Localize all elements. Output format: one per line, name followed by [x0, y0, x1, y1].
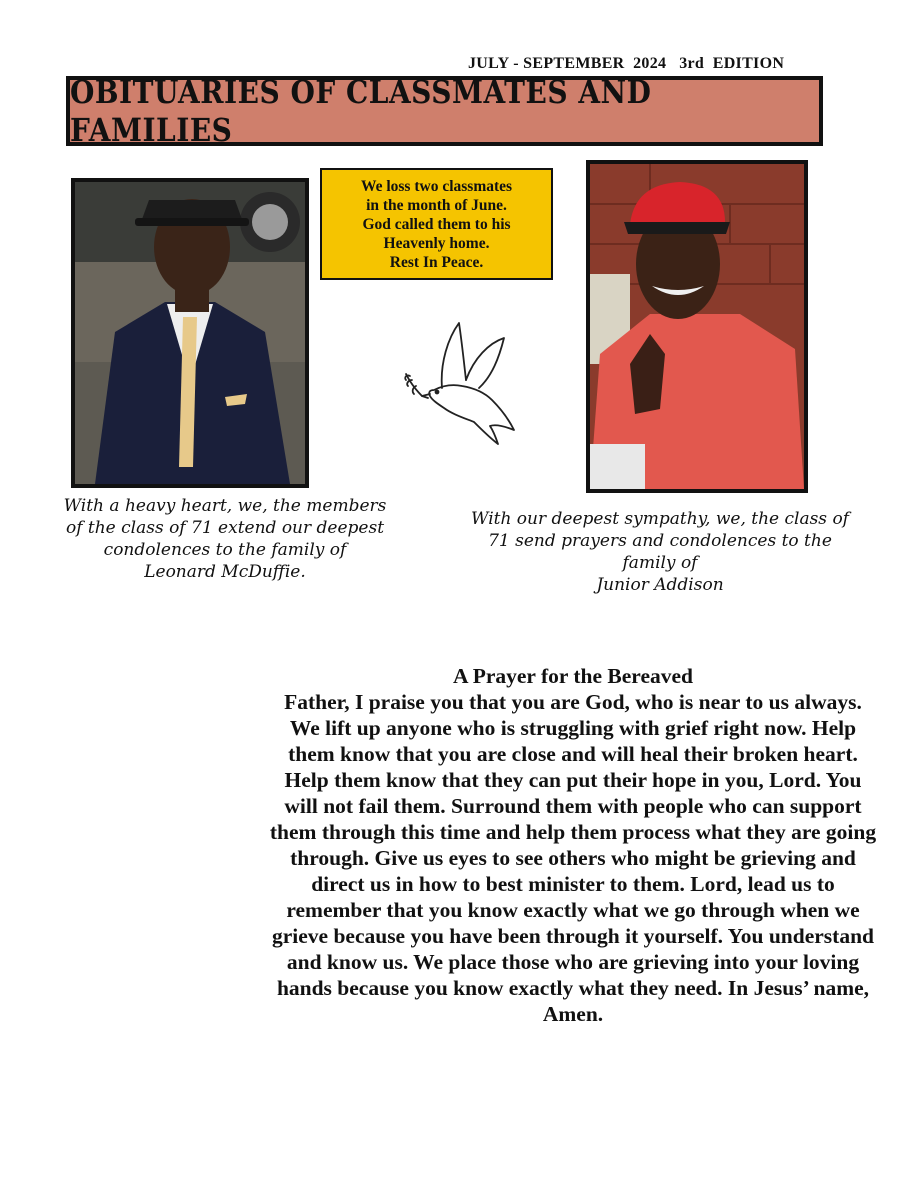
tribute-caption-junior: With our deepest sympathy, we, the class of 71 send prayers and condolences to the family of Junior Addison [471, 509, 849, 595]
tribute-caption-leonard: With a heavy heart, we, the members of the class of 71 extend our deepest condolences to the family of Leonard McDuffie. [63, 496, 387, 582]
prayer-body: Father, I praise you that you are God, who is near to us always. We lift up anyone who is struggling with grief right now. Help them know that you are close and will heal their broken heart. Help them know that they can put their hope in you, Lord. You will not fail them. Surround them with people who can support them through this time and help them process what they are going through. Give us eyes to see others who might be grieving and direct us in how to best minister to them. Lord, lead us to remember that you know exactly what we go through when we grieve because you have been through it yourself. You understand and know us. We place those who are grieving into your loving hands because you know exactly what they need. In Jesus’ name, Amen. [269, 690, 877, 1026]
notice-box [320, 168, 553, 280]
prayer-section [268, 663, 878, 1027]
edition-label: JULY - SEPTEMBER 2024 3rd EDITION [468, 55, 785, 72]
photo-leonard-mcduffie [71, 178, 309, 488]
prayer-title: A Prayer for the Bereaved [452, 664, 694, 688]
page-title: OBITUARIES OF CLASSMATES AND FAMILIES [70, 73, 652, 149]
notice-text: We loss two classmates in the month of June. God called them to his Heavenly home. Rest In Peace. [360, 177, 513, 271]
photo-junior-addison [586, 160, 808, 493]
page-title-banner [66, 73, 823, 149]
dove-icon [404, 318, 522, 446]
